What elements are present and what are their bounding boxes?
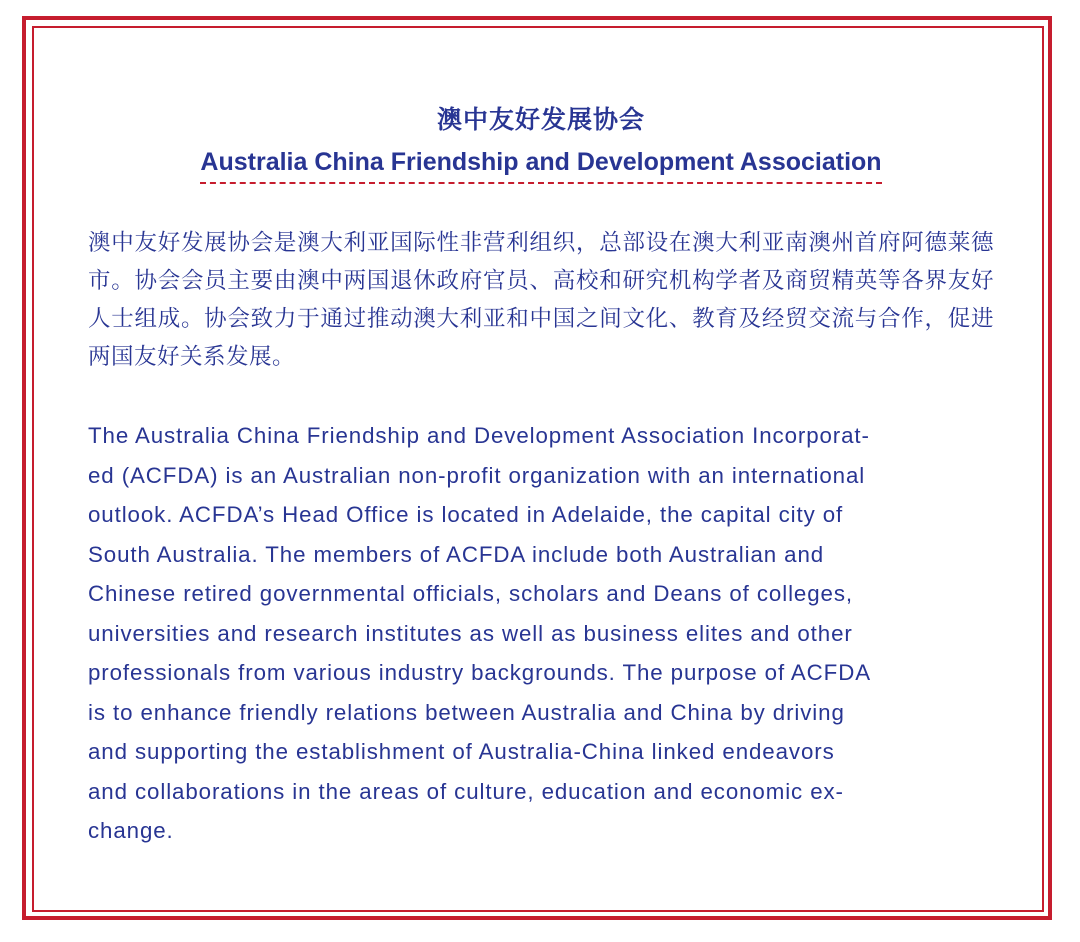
- title-chinese: 澳中友好发展协会: [436, 105, 645, 134]
- title-english-underline: [200, 144, 881, 184]
- title-block: [88, 96, 994, 184]
- document-content: [88, 96, 994, 851]
- chinese-paragraph: 澳中友好发展协会是澳大利亚国际性非营利组织，总部设在澳大利亚南澳州首府阿德莱德市。协会会员主要由澳中两国退休政府官员、高校和研究机构学者及商贸精英等各界友好人士组成。协会致力于通过推动澳大利亚和中国之间文化、教育及经贸交流与合作，促进两国友好关系发展。: [88, 230, 994, 370]
- title-english: Australia China Friendship and Development Association: [200, 148, 882, 176]
- english-paragraph: The Australia China Friendship and Development Association Incorporat- ed (ACFDA) is an Australian non-profit organization with an international outlook. ACFDA’s Head Office is located in Adelaide, the capital city of South Australia. The members of ACFDA include both Australian and Chinese retired governmental officials, scholars and Deans of colleges, universities and research institutes as well as business elites and other professionals from various industry backgrounds. The purpose of ACFDA is to enhance friendly relations between Australia and China by driving and supporting the establishment of Australia-China linked endeavors and collaborations in the areas of culture, education and economic ex- change.: [88, 423, 871, 843]
